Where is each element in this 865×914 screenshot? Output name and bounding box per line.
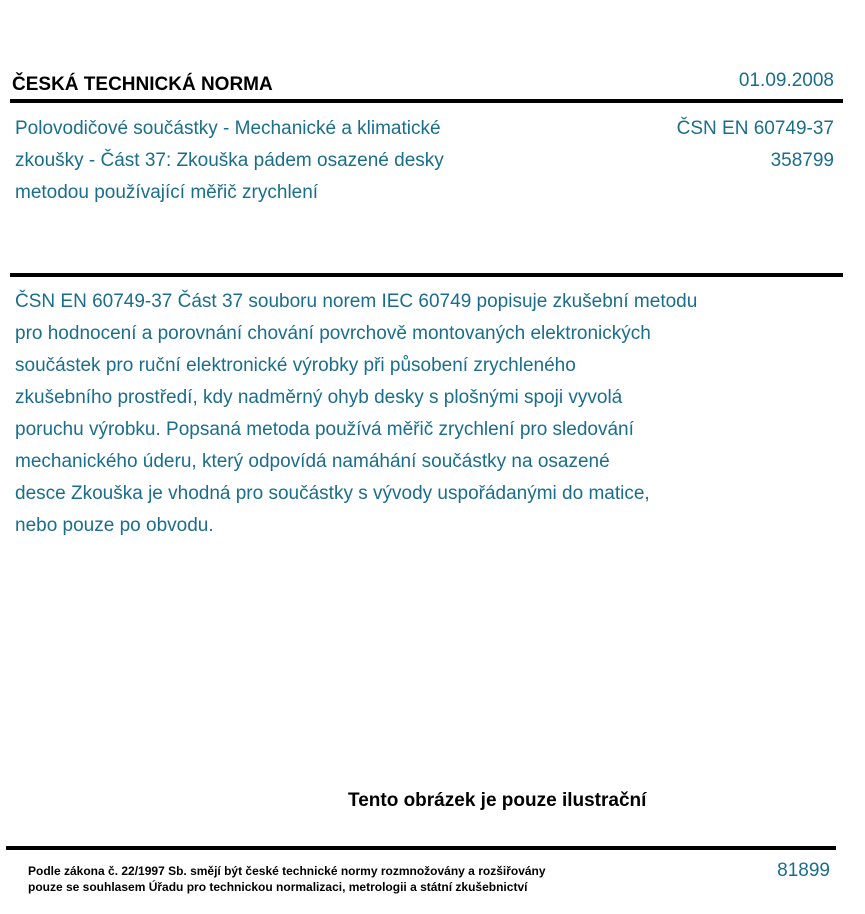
legal-notice-line: Podle zákona č. 22/1997 Sb. smějí být české technické normy rozmnožovány a rozšiřovány [28, 864, 546, 878]
document-title [15, 113, 535, 209]
bottom-divider [6, 846, 836, 850]
document-title-line: zkoušky - Část 37: Zkouška pádem osazené desky [15, 150, 444, 171]
abstract-line: ČSN EN 60749-37 Část 37 souboru norem IEC 60749 popisuje zkušební metodu [15, 291, 698, 312]
abstract-line: mechanického úderu, který odpovídá namáhání součástky na osazené [15, 451, 610, 472]
abstract-line: součástek pro ruční elektronické výrobky při působení zrychleného [15, 355, 576, 376]
abstract-line: zkušebního prostředí, kdy nadměrný ohyb desky s plošnými spoji vyvolá [15, 387, 623, 408]
standard-number: ČSN EN 60749-37 [676, 118, 834, 139]
abstract-line: nebo pouze po obvodu. [15, 515, 214, 536]
document-title-line: metodou používající měřič zrychlení [15, 182, 319, 203]
middle-divider [10, 273, 843, 277]
illustration-note: Tento obrázek je pouze ilustrační [348, 790, 647, 811]
publication-date: 01.09.2008 [738, 70, 834, 91]
abstract-line: desce Zkouška je vhodná pro součástky s vývody uspořádanými do matice, [15, 483, 650, 504]
legal-notice [28, 863, 546, 895]
abstract-text [15, 286, 805, 542]
legal-notice-line: pouze se souhlasem Úřadu pro technickou normalizaci, metrologii a státní zkušebnictví [28, 880, 528, 894]
page-title: ČESKÁ TECHNICKÁ NORMA [12, 74, 273, 95]
abstract-line: pro hodnocení a porovnání chování povrchově montovaných elektronických [15, 323, 651, 344]
abstract-line: poruchu výrobku. Popsaná metoda používá měřič zrychlení pro sledování [15, 419, 634, 440]
document-identifiers [677, 113, 834, 177]
footer-code: 81899 [777, 860, 830, 881]
catalog-number: 358799 [770, 150, 834, 171]
top-divider [10, 99, 843, 103]
document-title-line: Polovodičové součástky - Mechanické a klimatické [15, 118, 441, 139]
